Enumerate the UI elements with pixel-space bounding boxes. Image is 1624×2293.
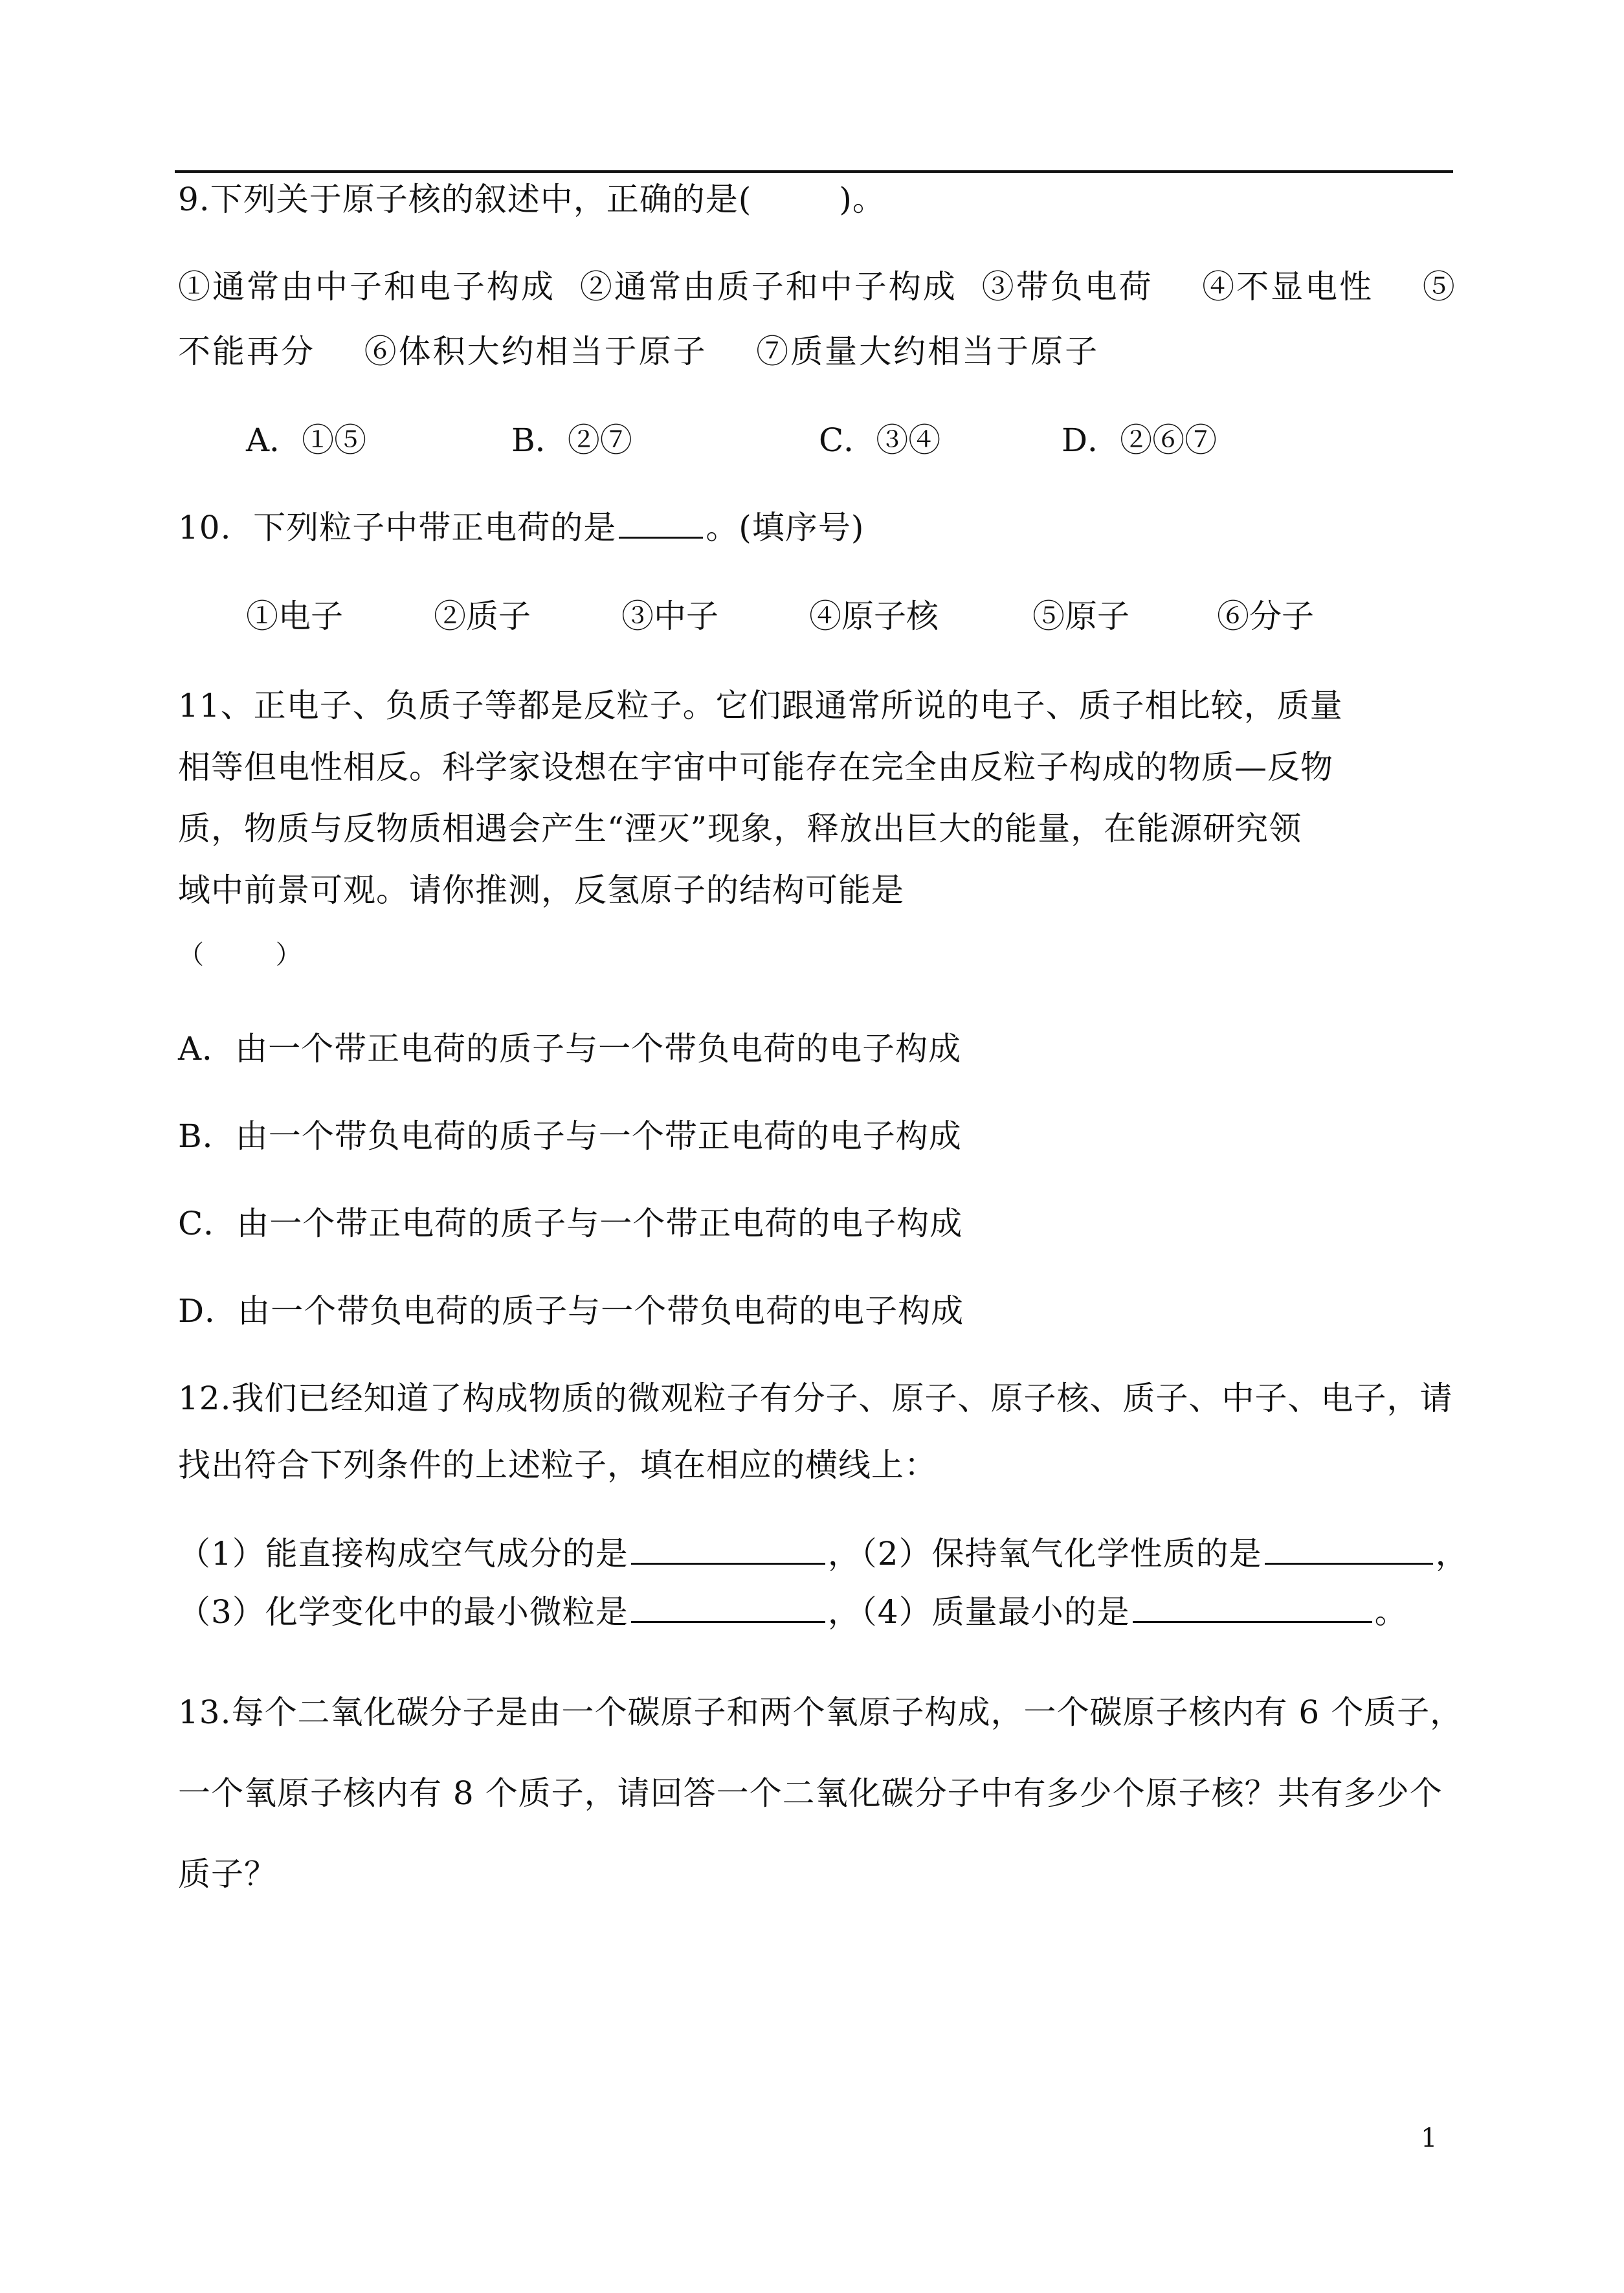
q12-sub-line1	[178, 1534, 1469, 1573]
q12-sub1-label: （1）能直接构成空气成分的是	[178, 1535, 628, 1572]
q9-items-line1: ①通常由中子和电子构成 ②通常由质子和中子构成 ③带负电荷 ④不显电性 ⑤	[178, 268, 1457, 306]
q12-text-line2: 找出符合下列条件的上述粒子，填在相应的横线上：	[178, 1446, 937, 1484]
q10-stem-text: 10. 下列粒子中带正电荷的是	[178, 509, 617, 546]
q12-sub2-label: ，（2）保持氧气化学性质的是	[827, 1535, 1262, 1572]
q11-option-b: B．由一个带负电荷的质子与一个带正电荷的电子构成	[178, 1117, 962, 1155]
q9-option-c: C．③④	[819, 421, 941, 459]
q10-stem	[178, 508, 864, 547]
q12-sub2-blank[interactable]	[1265, 1534, 1433, 1565]
q10-item-3: ③中子	[621, 598, 718, 635]
q10-answer-blank[interactable]	[619, 508, 703, 539]
q10-item-1: ①电子	[246, 598, 343, 635]
q9-option-b: B．②⑦	[511, 421, 632, 459]
q11-text-line4: 域中前景可观。请你推测，反氢原子的结构可能是	[178, 871, 904, 909]
q12-text-line1: 12.我们已经知道了构成物质的微观粒子有分子、原子、原子核、质子、中子、电子，请	[178, 1380, 1453, 1417]
header-rule	[175, 170, 1453, 173]
q11-option-c: C．由一个带正电荷的质子与一个带正电荷的电子构成	[178, 1205, 963, 1242]
q12-sub1-blank[interactable]	[631, 1534, 825, 1565]
q10-item-2: ②质子	[434, 598, 531, 635]
q10-item-6: ⑥分子	[1217, 598, 1314, 635]
q11-option-a: A．由一个带正电荷的质子与一个带负电荷的电子构成	[178, 1030, 962, 1068]
q11-option-d: D．由一个带负电荷的质子与一个带负电荷的电子构成	[178, 1292, 964, 1330]
q12-sub2-end: ，	[1435, 1535, 1469, 1572]
q9-stem: 9.下列关于原子核的叙述中，正确的是( )。	[178, 181, 885, 218]
q10-item-4: ④原子核	[809, 598, 939, 635]
q10-stem-suffix: 。(填序号)	[706, 509, 865, 546]
q9-option-a: A．①⑤	[246, 421, 367, 459]
q12-sub3-label: （3）化学变化中的最小微粒是	[178, 1593, 628, 1631]
q12-sub4-blank[interactable]	[1133, 1593, 1372, 1623]
q12-sub-line2	[178, 1593, 1408, 1631]
q10-item-5: ⑤原子	[1032, 598, 1129, 635]
q11-answer-paren: （ ）	[178, 940, 302, 970]
q9-option-d: D．②⑥⑦	[1062, 421, 1218, 459]
q12-sub4-label: ，（4）质量最小的是	[827, 1593, 1130, 1631]
q13-text-line3: 质子？	[178, 1855, 277, 1893]
q13-text-line2: 一个氧原子核内有 8 个质子，请回答一个二氧化碳分子中有多少个原子核？共有多少个	[178, 1774, 1443, 1812]
q11-text-line3: 质，物质与反物质相遇会产生“湮灭”现象，释放出巨大的能量，在能源研究领	[178, 810, 1302, 847]
q11-text-line1: 11、正电子、负质子等都是反粒子。它们跟通常所说的电子、质子相比较，质量	[178, 687, 1343, 724]
q13-text-line1: 13.每个二氧化碳分子是由一个碳原子和两个氧原子构成，一个碳原子核内有 6 个质子，	[178, 1694, 1463, 1731]
q11-text-line2: 相等但电性相反。科学家设想在宇宙中可能存在完全由反粒子构成的物质—反物	[178, 748, 1333, 786]
q12-sub3-blank[interactable]	[631, 1593, 825, 1623]
q9-items-line2: 不能再分 ⑥体积大约相当于原子 ⑦质量大约相当于原子	[178, 333, 1100, 370]
page-number: 1	[1421, 2123, 1438, 2153]
q12-sub4-end: 。	[1374, 1593, 1408, 1631]
